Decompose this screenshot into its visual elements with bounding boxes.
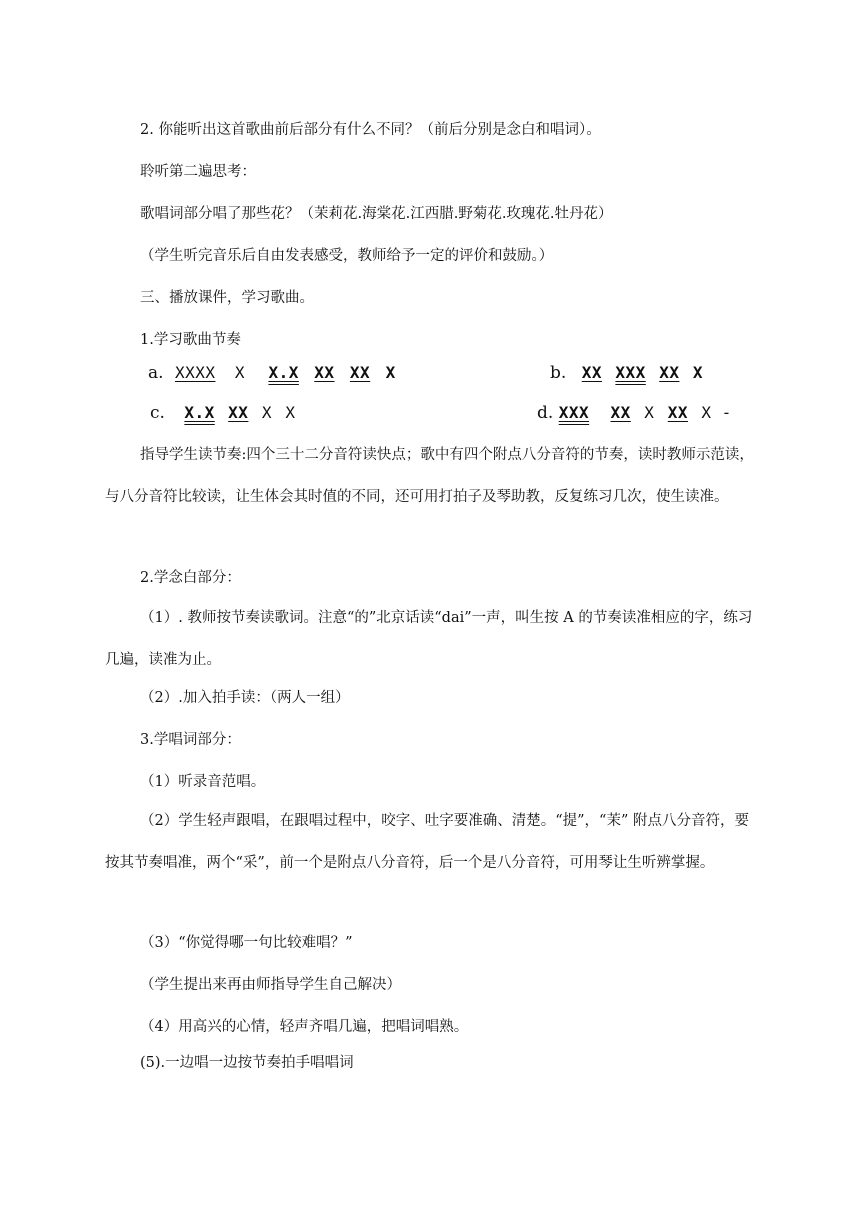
nianbai-heading: 2.学念白部分： xyxy=(140,570,241,586)
rhythm-c-note-2: XX xyxy=(228,403,249,422)
rhythm-guidance: 指导学生读节奏:四个三十二分音符读快点；歌中有四个附点八分音符的节奏，读时教师示范读，与八分音符比较读，让生体会其时值的不同，还可用打拍子及琴助教，反复练习几次，使生读准。 xyxy=(105,447,754,505)
listen-second-prompt: 聆听第二遍思考： xyxy=(140,164,256,180)
rhythm-d-label: d. xyxy=(537,403,554,423)
rhythm-d-note-2: XX xyxy=(610,403,631,422)
rhythm-a-note-6: X xyxy=(385,363,396,382)
changci-step-5: (5).一边唱一边按节奏拍手唱唱词 xyxy=(140,1055,354,1071)
rhythm-b-label: b. xyxy=(550,363,567,383)
changci-heading: 3.学唱词部分： xyxy=(140,732,241,748)
changci-step-3-note: （学生提出来再由师指导学生自己解决） xyxy=(140,977,401,993)
rhythm-c-label: c. xyxy=(150,403,165,423)
rhythm-d-note-5: X - xyxy=(701,403,732,422)
rhythm-d-note-1: XXX xyxy=(558,403,590,422)
rhythm-c-note-4: X xyxy=(285,403,296,422)
rhythm-a-label: a. xyxy=(148,363,164,383)
rhythm-d-note-3: X xyxy=(644,403,655,422)
flowers-question: 歌唱词部分唱了那些花？（茉莉花.海棠花.江西腊.野菊花.玫瑰花.牡丹花） xyxy=(140,206,613,222)
rhythm-c xyxy=(150,403,296,423)
changci-step-3: （3）“你觉得哪一句比较难唱？” xyxy=(140,935,353,951)
rhythm-b-note-3: XX xyxy=(659,363,680,382)
section-3-heading: 三、播放课件，学习歌曲。 xyxy=(140,290,314,306)
rhythm-a xyxy=(148,363,396,383)
changci-step-2: （2）学生轻声跟唱，在跟唱过程中，咬字、吐字要准确、清楚。“提”，“茉” 附点八分音符，要按其节奏唱准，两个“采”，前一个是附点八分音符，后一个是八分音符，可用琴让生听辨掌握。 xyxy=(105,813,749,871)
changci-step-1: （1）听录音范唱。 xyxy=(140,774,266,790)
rhythm-a-note-4: XX xyxy=(314,363,335,382)
nianbai-step-2: （2）.加入拍手读：（两人一组） xyxy=(140,690,350,706)
question-2: 2. 你能听出这首歌曲前后部分有什么不同？（前后分别是念白和唱词）。 xyxy=(140,122,601,138)
feedback-note: （学生听完音乐后自由发表感受，教师给予一定的评价和鼓励。） xyxy=(140,248,554,264)
rhythm-d-note-4: XX xyxy=(667,403,688,422)
changci-step-4: （4）用高兴的心情，轻声齐唱几遍，把唱词唱熟。 xyxy=(140,1019,469,1035)
rhythm-a-note-3: X.X xyxy=(268,363,299,382)
rhythm-b xyxy=(550,363,703,383)
nianbai-step-1: （1）. 教师按节奏读歌词。注意“的”北京话读“dai”一声，叫生按 A 的节奏读准相应的字，练习几遍，读准为止。 xyxy=(105,610,753,668)
rhythm-a-note-1: XXXX xyxy=(174,363,216,382)
rhythm-b-note-1: XX xyxy=(581,363,602,382)
rhythm-a-note-5: XX xyxy=(349,363,371,382)
rhythm-a-note-2: X xyxy=(234,363,246,382)
rhythm-b-note-2: XXX xyxy=(615,363,646,382)
rhythm-b-note-4: X xyxy=(692,363,703,382)
rhythm-d xyxy=(537,403,732,423)
rhythm-title: 1.学习歌曲节奏 xyxy=(140,332,241,348)
rhythm-c-note-3: X xyxy=(261,403,272,422)
rhythm-c-note-1: X.X xyxy=(184,403,215,422)
